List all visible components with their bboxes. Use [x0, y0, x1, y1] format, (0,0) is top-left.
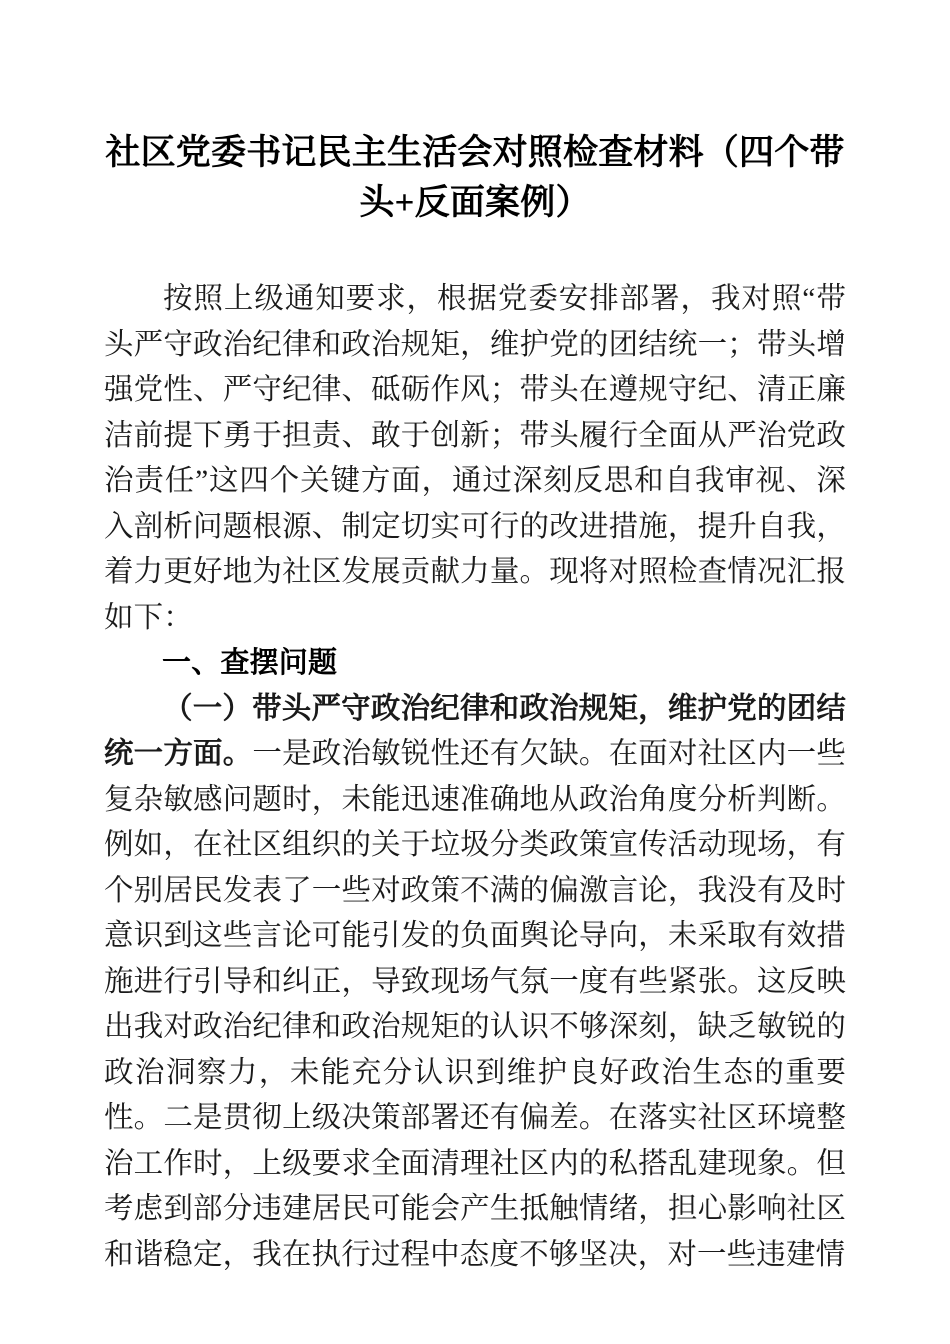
document-body — [104, 0, 846, 1279]
section-heading-one: 一、查摆问题 — [162, 647, 338, 679]
page-title: 社区党委书记民主生活会对照检查材料（四个带头+反面案例） — [105, 133, 845, 222]
page-bottom-spacer — [104, 1278, 846, 1279]
item-one-rest: 一是政治敏锐性还有欠缺。在面对社区内一些复杂敏感问题时，未能迅速准确地从政治角度分析判断。例如，在社区组织的关于垃圾分类政策宣传活动现场，有个别居民发表了一些对政策不满的偏激言论，我没有及时意识到这些言论可能引发的负面舆论导向，未采取有效措施进行引导和纠正，导致现场气氛一度有些紧张。这反映出我对政治纪律和政治规矩的认识不够深刻，缺乏敏锐的政治洞察力，未能充分认识到维护良好政治生态的重要性。二是贯彻上级决策部署还有偏差。在落实社区环境整治工作时，上级要求全面清理社区内的私搭乱建现象。但考虑到部分违建居民可能会产生抵触情绪，担心影响社区和谐稳定，我在执行过程中态度不够坚决，对一些违建情 — [104, 738, 846, 1271]
intro-paragraph: 按照上级通知要求，根据党委安排部署，我对照“带头严守政治纪律和政治规矩，维护党的团结统一；带头增强党性、严守纪律、砥砺作风；带头在遵规守纪、清正廉洁前提下勇于担责、敢于创新；带头履行全面从严治党政治责任”这四个关键方面，通过深刻反思和自我审视、深入剖析问题根源、制定切实可行的改进措施，提升自我，着力更好地为社区发展贡献力量。现将对照检查情况汇报如下： — [104, 283, 846, 634]
item-one-lead: （一）带头严守政治纪律和政治规矩，维护党的团结统一方面。 — [104, 692, 846, 770]
item-one-paragraph — [104, 687, 846, 1279]
